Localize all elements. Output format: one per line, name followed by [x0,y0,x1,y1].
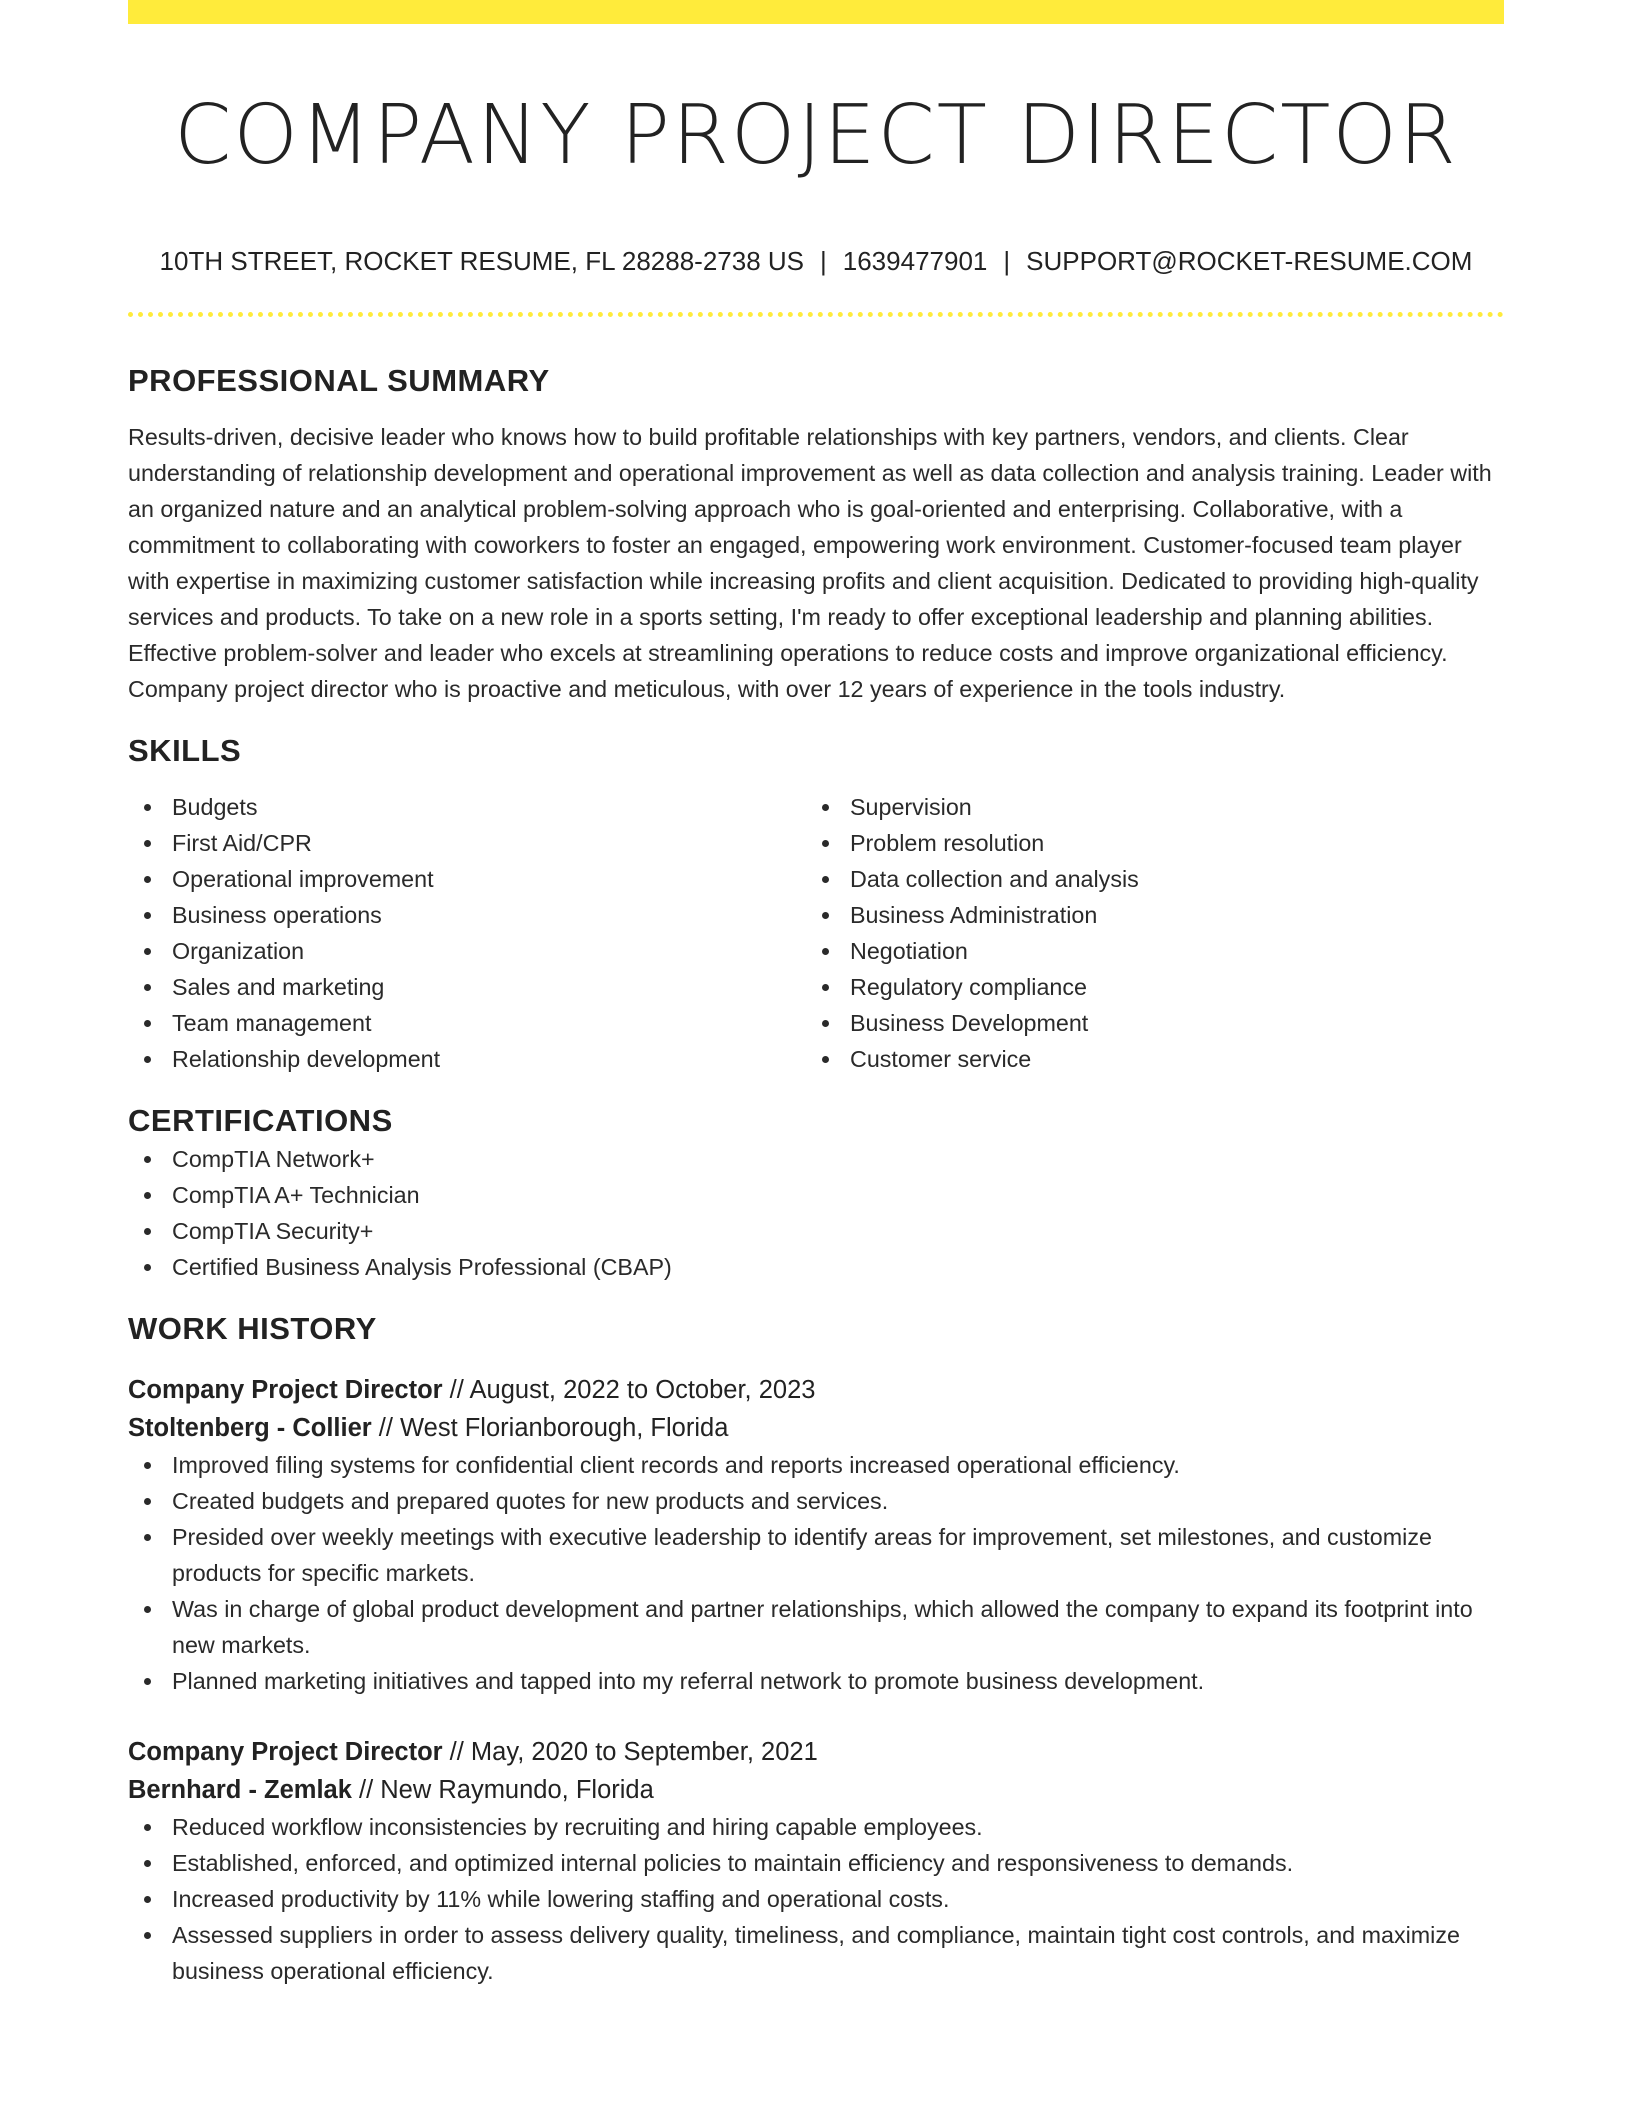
accent-top-bar [128,0,1504,24]
skill-item: Relationship development [128,1041,806,1077]
work-history-section-title: WORK HISTORY [128,1311,377,1346]
job-role: Company Project Director [128,1376,443,1404]
job-bullet-item: Planned marketing initiatives and tapped into my referral network to promote business development. [128,1663,1504,1699]
job-role: Company Project Director [128,1738,443,1766]
skills-section-title: SKILLS [128,733,242,768]
job-title-line [128,1733,1504,1771]
job-bullet-item: Created budgets and prepared quotes for new products and services. [128,1483,1504,1519]
job-company: Bernhard - Zemlak [128,1776,352,1804]
job-bullet-item: Established, enforced, and optimized internal policies to maintain efficiency and responsiveness to demands. [128,1845,1504,1881]
skill-item: Problem resolution [806,825,1484,861]
job-bullet-list [128,1447,1504,1699]
job-bullet-item: Assessed suppliers in order to assess delivery quality, timeliness, and compliance, maintain tight cost controls, and maximize business operational efficiency. [128,1917,1504,1989]
skill-item: Business Development [806,1005,1484,1041]
skill-item: Business Administration [806,897,1484,933]
skill-item: Budgets [128,789,806,825]
certification-item: CompTIA Security+ [128,1213,1504,1249]
certifications-section-title: CERTIFICATIONS [128,1103,393,1138]
job-company-line [128,1409,1504,1447]
contact-phone[interactable]: 1639477901 [842,246,988,276]
resume-name-heading: COMPANY PROJECT DIRECTOR [174,88,1458,183]
job-bullet-item: Reduced workflow inconsistencies by recruiting and hiring capable employees. [128,1809,1504,1845]
skill-item: Supervision [806,789,1484,825]
job-dates: // May, 2020 to September, 2021 [442,1738,818,1766]
contact-separator: | [820,246,827,276]
resume-page [128,0,1504,1989]
skill-item: Sales and marketing [128,969,806,1005]
job-location: // West Florianborough, Florida [371,1414,729,1442]
skills-list-right [806,789,1484,1077]
job-entry [128,1733,1504,1989]
contact-separator: | [1003,246,1011,276]
job-bullet-item: Increased productivity by 11% while lowering staffing and operational costs. [128,1881,1504,1917]
skill-item: Operational improvement [128,861,806,897]
job-bullet-item: Improved filing systems for confidential client records and reports increased operational efficiency. [128,1447,1504,1483]
contact-email[interactable]: SUPPORT@ROCKET-RESUME.COM [1026,246,1473,276]
job-bullet-list [128,1809,1504,1989]
skill-item: Negotiation [806,933,1484,969]
certification-item: CompTIA Network+ [128,1141,1504,1177]
certification-item: CompTIA A+ Technician [128,1177,1504,1213]
skills-list-left [128,789,806,1077]
job-dates: // August, 2022 to October, 2023 [442,1376,816,1404]
job-company: Stoltenberg - Collier [128,1414,372,1442]
summary-text: Results-driven, decisive leader who knows how to build profitable relationships with key partners, vendors, and clients. Clear understanding of relationship development and operational improvement as well as data collection and analysis training. Leader with an organized nature and an analytical problem-solving approach who is goal-oriented and enterprising. Collaborative, with a commitment to collaborating with coworkers to foster an engaged, empowering work environment. Customer-focused team player with expertise in maximizing customer satisfaction while increasing profits and client acquisition. Dedicated to providing high-quality services and products. To take on a new role in a sports setting, I'm ready to offer exceptional leadership and planning abilities. Effective problem-solver and leader who excels at streamlining operations to reduce costs and improve organizational efficiency. Company project director who is proactive and meticulous, with over 12 years of experience in the tools industry. [128,424,1492,702]
skill-item: Customer service [806,1041,1484,1077]
job-entry [128,1371,1504,1699]
skill-item: Organization [128,933,806,969]
skills-columns [128,789,1504,1077]
job-title-line [128,1371,1504,1409]
job-bullet-item: Was in charge of global product development and partner relationships, which allowed the company to expand its footprint into new markets. [128,1591,1504,1663]
certifications-list [128,1141,1504,1285]
skill-item: First Aid/CPR [128,825,806,861]
certification-item: Certified Business Analysis Professional (CBAP) [128,1249,1504,1285]
summary-section-title: PROFESSIONAL SUMMARY [128,363,550,398]
skill-item: Regulatory compliance [806,969,1484,1005]
skill-item: Team management [128,1005,806,1041]
dotted-divider [128,312,1504,317]
job-location: // New Raymundo, Florida [351,1776,654,1804]
job-company-line [128,1771,1504,1809]
contact-address: 10TH STREET, ROCKET RESUME, FL 28288-2738 US [159,246,804,276]
skill-item: Data collection and analysis [806,861,1484,897]
skill-item: Business operations [128,897,806,933]
job-bullet-item: Presided over weekly meetings with executive leadership to identify areas for improvement, set milestones, and customize products for specific markets. [128,1519,1504,1591]
contact-line [128,244,1504,278]
work-history-list [128,1371,1504,1989]
